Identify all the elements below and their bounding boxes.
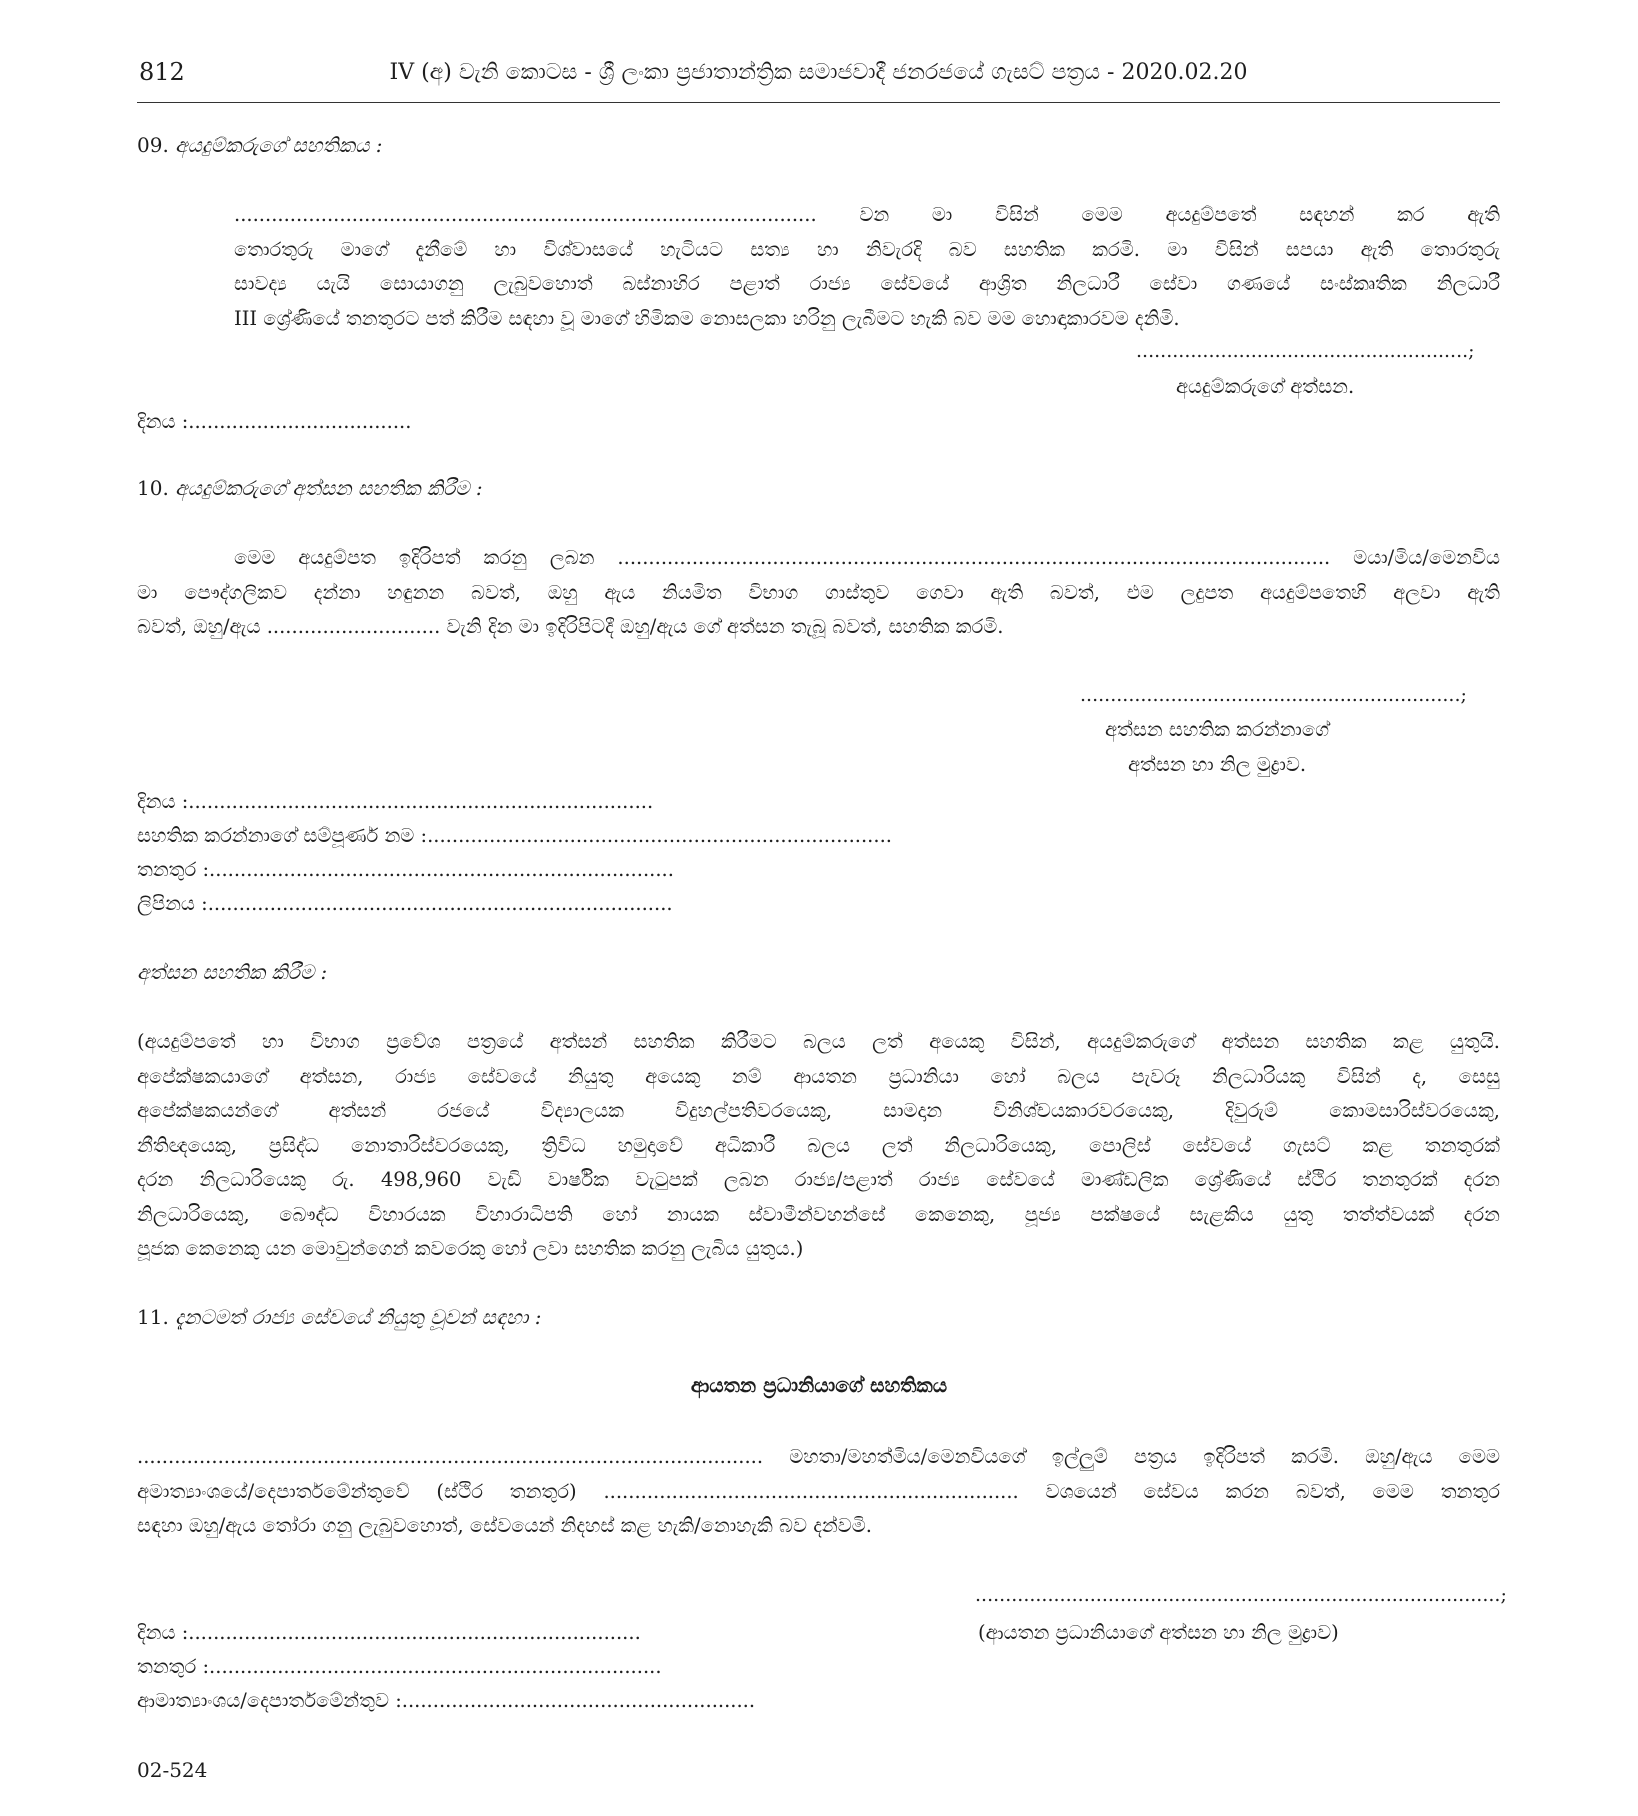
- certifier-designation-field: තනතුර :...........................................................................: [137, 858, 674, 881]
- release-line: සඳහා ඔහු/ඇය තෝරා ගනු ලැබුවහොත්, සේවයෙන් නිදහස් කළ හැකි/නොහැකි බව දන්වමි.: [137, 1514, 872, 1537]
- certifier-signature-label: අත්සන සහතික කරන්නාගේ: [1105, 718, 1330, 741]
- section-10-certification: [137, 541, 1500, 645]
- page-header: [137, 52, 1500, 92]
- section-11-ministry-field: ආමාත්‍යාංශය/දෙපාර්තමේන්තුව :.........................................................: [137, 1689, 756, 1712]
- declaration-line: සාවද්‍ය යැයි සොයාගනු ලැබුවහොත් බස්නාහිර පළාත් රාජ්‍ය සේවයේ ආශ්‍රිත නිලධාරී සේවා ගණයේ සංස්කෘතික නිලධාරී: [234, 272, 1500, 295]
- section-09-number: 09.: [137, 133, 169, 157]
- section-10-heading: [137, 478, 483, 498]
- head-of-institution-certificate-title: ආයතන ප්‍රධානියාගේ සහතිකය: [690, 1373, 948, 1397]
- certifier-address-field: ලිපිනය :...........................................................................: [137, 892, 673, 915]
- certifier-name-field: සහතික කරන්නාගේ සම්පූර්ණ නම :...........................................................................: [137, 824, 892, 847]
- head-signature-label: (ආයතන ප්‍රධානියාගේ අත්සන හා නිල මුද්‍රාව): [978, 1621, 1339, 1644]
- declaration-line: තොරතුරු මාගේ දැනීමේ හා විශ්වාසයේ හැටියට සත්‍ය හා නිවැරදි බව සහතික කරමි. මා විසින් සපයා ඇති තොරතුරු: [234, 237, 1500, 261]
- attestation-line: අපේක්ෂකයන්ගේ අත්සන් රජයේ විද්‍යාලයක විදුහල්පතිවරයෙකු, සාමදාන විනිශ්චයකාරවරයෙකු, දිවුරුම් කොමසාරිස්වරයෙකු,: [137, 1099, 1500, 1122]
- section-09-date-field: දිනය :....................................: [137, 410, 412, 433]
- attestation-heading: අත්සන සහතික කිරීම :: [137, 960, 328, 984]
- attestation-line: (අයදුම්පතේ හා විභාග ප්‍රවේශ පත්‍රයේ අත්සන් සහතික කිරීමට බලය ලත් අයෙකු විසින්, අයදුම්කරුගේ අත්සන සහතික කළ යුතුයි.: [137, 1030, 1500, 1053]
- head-signature-line: .......................................................................................;: [975, 1584, 1507, 1606]
- release-line: අමාත්‍යාංශයේ/දෙපාර්තමේන්තුවේ (ස්ථිර තනතුර) ................................................................... වශයෙන් සේවය කරන බවත්, මෙම තනතුර: [137, 1479, 1500, 1503]
- section-09-heading: [137, 135, 382, 155]
- certifier-signature-line: ...............................................................;: [1080, 684, 1467, 706]
- attestation-note: [137, 1025, 1500, 1267]
- section-11-designation-field: තනතුර :.........................................................................: [137, 1655, 662, 1678]
- header-divider: [137, 102, 1500, 103]
- section-11-title: දැනටමත් රාජ්‍ය සේවයේ නියුතු වූවන් සඳහා :: [175, 1305, 542, 1329]
- applicant-signature-line: .......................................................;: [1136, 340, 1475, 362]
- section-09-declaration: [234, 198, 1500, 336]
- certification-line: මෙම අයදුම්පත ඉදිරිපත් කරනු ලබන ................................................................................................................... මයා/මිය/මෙනවිය: [234, 546, 1500, 569]
- attestation-line: අපේක්ෂකයාගේ අත්සන, රාජ්‍ය සේවයේ නියුතු අයෙකු නම් ආයතන ප්‍රධානියා හෝ බලය පැවරූ නිලධාරියකු විසින් ද, සෙසු: [137, 1064, 1500, 1088]
- applicant-signature-label: අයදුම්කරුගේ අත්සන.: [1176, 375, 1355, 398]
- section-09-title: අයදුම්කරුගේ සහතිකය :: [175, 133, 383, 157]
- section-11-heading: [137, 1307, 541, 1327]
- attestation-line: පූජක කෙනෙකු යන මොවුන්ගෙන් කවරෙකු හෝ ලවා සහතික කරනු ලැබිය යුතුය.): [137, 1237, 804, 1260]
- section-11-certification: [137, 1440, 1500, 1544]
- page-number: 812: [139, 58, 185, 86]
- section-10-date-field: දිනය :...........................................................................: [137, 790, 654, 813]
- attestation-line: නීතිඥයෙකු, ප්‍රසිද්ධ නොතාරිස්වරයෙකු, ත්‍රිවිධ හමුදාවේ අධිකාරී බලය ලත් නිලධාරියෙකු, පොලිස් සේවයේ ගැසට් කළ තනතුරක්: [137, 1133, 1500, 1157]
- certification-line: මා පෞද්ගලිකව දන්නා හඳුනන බවත්, ඔහු ඇය නියමිත විභාග ගාස්තුව ගෙවා ඇති බවත්, එම ලදුපත අයදුම්පතෙහි අලවා ඇති: [137, 580, 1500, 604]
- section-10-number: 10.: [137, 476, 169, 500]
- attestation-line: දරන නිලධාරියෙකු රු. 498,960 වැඩි වාර්ෂික වැටුපක් ලබන රාජ්‍ය/පළාත් රාජ්‍ය සේවයේ මාණ්ඩලික ශ්‍රේණියේ ස්ථිර තනතුරක් දරන: [137, 1168, 1500, 1191]
- release-line: ..................................................................................................... මහතා/මහත්මිය/මෙනවියගේ ඉල්ලුම් පත්‍රය ඉදිරිපත් කරමි. ඔහු/ඇය මෙම: [137, 1445, 1500, 1468]
- declaration-line: .............................................................................................. වන මා විසින් මෙම අයදුම්පතේ සඳහන් කර ඇති: [234, 203, 1500, 226]
- footer-code: 02-524: [137, 1758, 208, 1782]
- header-title: IV (අ) වැනි කොටස - ශ්‍රී ලංකා ප්‍රජාතාන්ත්‍රික සමාජවාදී ජනරජයේ ගැසට් පත්‍රය - 2020.02.20: [389, 60, 1248, 85]
- section-11-date-field: දිනය :.........................................................................: [137, 1621, 641, 1644]
- certifier-seal-label: අත්සන හා නිල මුද්‍රාව.: [1128, 753, 1307, 776]
- declaration-line: III ශ්‍රේණියේ තනතුරට පත් කිරීම සඳහා වූ මාගේ හිමිකම නොසලකා හරිනු ලැබීමට හැකි බව මම හොඳාකාරවම දනිමි.: [234, 306, 1180, 330]
- section-11-number: 11.: [137, 1305, 169, 1329]
- certification-line: බවත්, ඔහු/ඇය ............................ වැනි දින මා ඉදිරිපිටදී ඔහු/ඇය ගේ අත්සන තැබූ බවත්, සහතික කරමි.: [137, 615, 1004, 638]
- section-10-title: අයදුම්කරුගේ අත්සන සහතික කිරීම :: [175, 476, 483, 500]
- attestation-line: නිලධාරියෙකු, බෞද්ධ විහාරයක විහාරාධිපති හෝ නායක ස්වාමීන්වහන්සේ කෙනෙකු, පූජ්‍ය පක්ෂයේ සැළකිය යුතු තත්ත්වයක් දරන: [137, 1202, 1500, 1226]
